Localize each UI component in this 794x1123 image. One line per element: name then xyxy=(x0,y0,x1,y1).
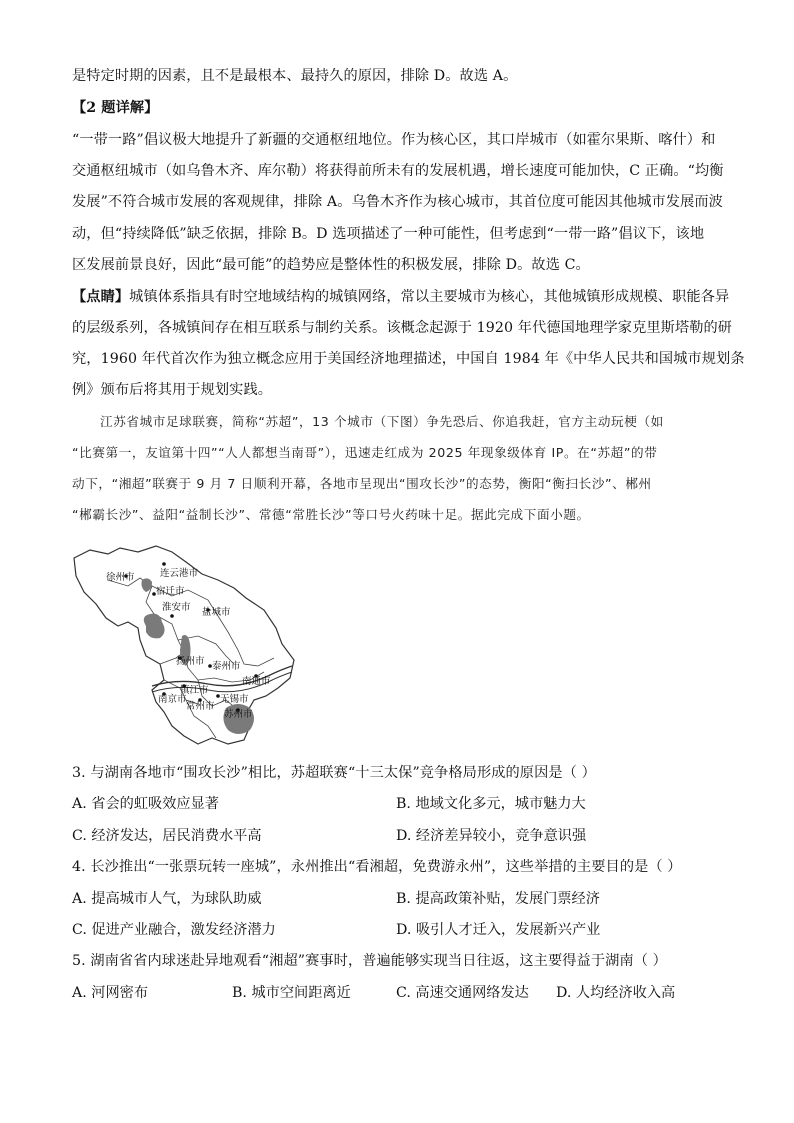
option-a[interactable]: A. 提高城市人气，为球队助威 xyxy=(72,891,262,907)
analysis-line: 动，但“持续降低”缺乏依据，排除 B。D 选项描述了一种可能性，但考虑到“一带一路”倡议下，该地 xyxy=(72,226,705,242)
option-d[interactable]: D. 人均经济收入高 xyxy=(556,985,676,1001)
note-line: 例》颁布后将其用于规划实践。 xyxy=(72,382,273,398)
city-label: 南京市 xyxy=(158,694,187,705)
city-label: 镇江市 xyxy=(180,685,209,696)
option-d[interactable]: D. 经济差异较小，竞争意识强 xyxy=(396,828,587,844)
analysis-line: 区发展前景良好，因此“最可能”的趋势应是整体性的积极发展，排除 D。故选 C。 xyxy=(72,257,590,273)
option-a[interactable]: A. 河网密布 xyxy=(72,985,149,1001)
note-line xyxy=(72,287,730,307)
city-label: 泰州市 xyxy=(212,661,241,672)
option-b[interactable]: B. 城市空间距离近 xyxy=(232,985,351,1001)
city-label: 盐城市 xyxy=(202,607,231,618)
city-label: 徐州市 xyxy=(106,572,135,583)
option-c[interactable]: C. 经济发达，居民消费水平高 xyxy=(72,828,262,844)
passage-line: “比赛第一，友谊第十四”“人人都想当南哥”），迅速走红成为 2025 年现象级体育 IP。在“苏超”的带 xyxy=(72,445,658,460)
city-label: 扬州市 xyxy=(176,656,205,667)
city-label: 连云港市 xyxy=(160,568,199,579)
option-c[interactable]: C. 高速交通网络发达 xyxy=(396,985,529,1001)
city-label: 宿迁市 xyxy=(156,586,185,597)
question-stem: 4. 长沙推出“一张票玩转一座城”，永州推出“看湘超，免费游永州”，这些举措的主要目的是（ ） xyxy=(72,859,682,875)
option-c[interactable]: C. 促进产业融合，激发经济潜力 xyxy=(72,922,276,938)
city-label: 常州市 xyxy=(186,701,215,712)
question-stem: 5. 湖南省省内球迷赴异地观看“湘超”赛事时，普遍能够实现当日往返，这主要得益于湖南（ ） xyxy=(72,953,667,969)
city-label: 无锡市 xyxy=(220,694,249,705)
analysis-line: 交通枢纽城市（如乌鲁木齐、库尔勒）将获得前所未有的发展机遇，增长速度可能加快，C 正确。“均衡 xyxy=(72,163,724,179)
q2-heading: 【2 题详解】 xyxy=(72,100,159,116)
city-label: 苏州市 xyxy=(224,709,253,720)
analysis-line: 发展”不符合城市发展的客观规律，排除 A。乌鲁木齐作为核心城市，其首位度可能因其他城市发展而波 xyxy=(72,194,723,210)
passage-line: 动下，“湘超”联赛于 9 月 7 日顺利开幕，各地市呈现出“围攻长沙”的态势，衡阳“衡扫长沙”、郴州 xyxy=(72,476,652,491)
passage-line: 江苏省城市足球联赛，简称“苏超”，13 个城市（下图）争先恐后、你追我赶，官方主动玩梗（如 xyxy=(100,414,664,429)
question-stem: 3. 与湖南各地市“围攻长沙”相比，苏超联赛“十三太保”竞争格局形成的原因是（ ） xyxy=(72,765,596,781)
note-line: 的层级系列，各城镇间存在相互联系与制约关系。该概念起源于 1920 年代德国地理学家克里斯塔勒的研 xyxy=(72,320,733,336)
city-label: 南通市 xyxy=(242,676,271,687)
option-a[interactable]: A. 省会的虹吸效应显著 xyxy=(72,796,219,812)
jiangsu-map xyxy=(68,540,300,748)
passage-line: “郴霸长沙”、益阳“益制长沙”、常德“常胜长沙”等口号火药味十足。据此完成下面小题。 xyxy=(72,507,590,522)
city-label: 淮安市 xyxy=(162,602,191,613)
option-b[interactable]: B. 地域文化多元，城市魅力大 xyxy=(396,796,586,812)
option-b[interactable]: B. 提高政策补贴，发展门票经济 xyxy=(396,891,600,907)
note-label: 【点睛】 xyxy=(72,289,130,305)
note-text: 城镇体系指具有时空地域结构的城镇网络，常以主要城市为核心，其他城镇形成规模、职能各异 xyxy=(129,289,730,305)
option-d[interactable]: D. 吸引人才迁入，发展新兴产业 xyxy=(396,922,601,938)
analysis-line: 是特定时期的因素，且不是最根本、最持久的原因，排除 D。故选 A。 xyxy=(72,68,518,84)
analysis-line: “一带一路”倡议极大地提升了新疆的交通枢纽地位。作为核心区，其口岸城市（如霍尔果斯、喀什）和 xyxy=(72,132,716,148)
note-line: 究，1960 年代首次作为独立概念应用于美国经济地理描述，中国自 1984 年《中华人民共和国城市规划条 xyxy=(72,351,745,367)
